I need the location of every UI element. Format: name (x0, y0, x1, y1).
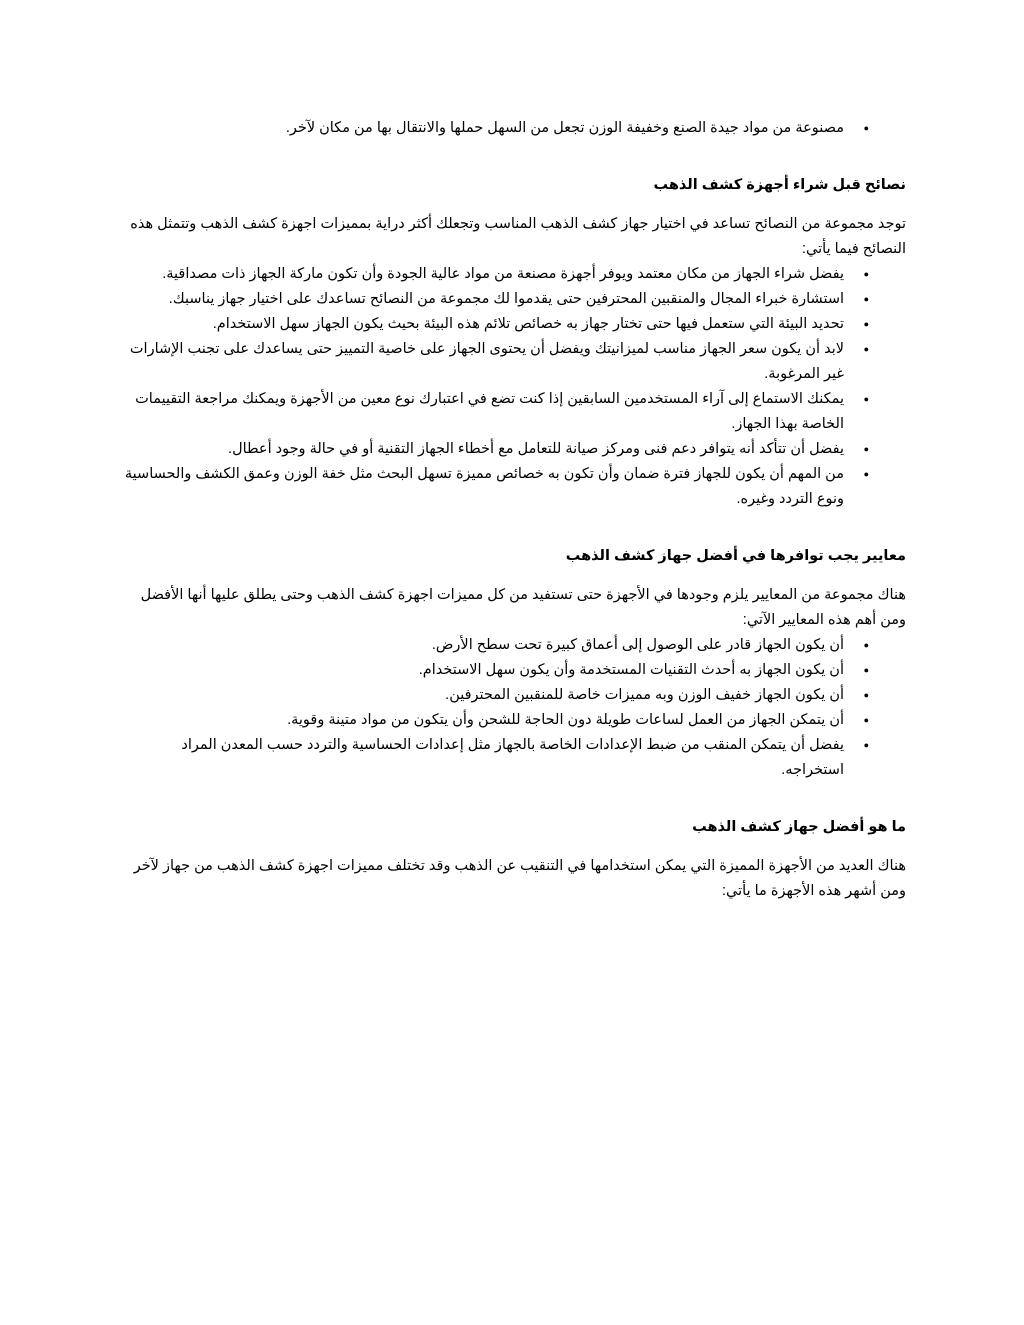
section-heading-best-device: ما هو أفضل جهاز كشف الذهب (692, 819, 906, 835)
list-item: ● يفضل أن يتمكن المنقب من ضبط الإعدادات الخاصة بالجهاز مثل إعدادات الحساسية والتردد حسب المعدن المراد استخراجه. (118, 733, 906, 783)
list-item: ● أن يكون الجهاز قادر على الوصول إلى أعماق كبيرة تحت سطح الأرض. (118, 633, 906, 658)
list-item: ● أن يكون الجهاز به أحدث التقنيات المستخدمة وأن يكون سهل الاستخدام. (118, 658, 906, 683)
section-paragraph-criteria: هناك مجموعة من المعايير يلزم وجودها في الأجهزة حتى تستفيد من كل مميزات اجهزة كشف الذهب وحتى يطلق عليها أنها الأفضل ومن أهم هذه المعايير الآتي: (140, 587, 906, 628)
list-item: ● مصنوعة من مواد جيدة الصنع وخفيفة الوزن تجعل من السهل حملها والانتقال بها من مكان لآخر. (118, 116, 906, 141)
list-item: ● استشارة خبراء المجال والمنقبين المحترفين حتى يقدموا لك مجموعة من النصائح تساعدك على اختيار جهاز يناسبك. (118, 287, 906, 312)
criteria-list (118, 633, 906, 783)
section-paragraph-best-device: هناك العديد من الأجهزة المميزة التي يمكن استخدامها في التنقيب عن الذهب وقد تختلف مميزات اجهزة كشف الذهب من جهاز لآخر ومن أشهر هذه الأجهزة ما يأتي: (133, 858, 906, 899)
list-item: ● يمكنك الاستماع إلى آراء المستخدمين السابقين إذا كنت تضع في اعتبارك نوع معين من الأجهزة ويمكنك مراجعة التقييمات الخاصة بهذا الجهاز. (118, 387, 906, 437)
buying-tips-list (118, 262, 906, 512)
list-item: ● يفضل أن تتأكد أنه يتوافر دعم فنى ومركز صيانة للتعامل مع أخطاء الجهاز التقنية أو في حالة وجود أعطال. (118, 437, 906, 462)
section-heading-buying-tips: نصائح قبل شراء أجهزة كشف الذهب (653, 177, 906, 193)
section-paragraph-buying-tips: توجد مجموعة من النصائح تساعد في اختيار جهاز كشف الذهب المناسب وتجعلك أكثر دراية بمميزات اجهزة كشف الذهب وتتمثل هذه النصائح فيما يأتي: (130, 216, 906, 257)
list-item: ● أن يتمكن الجهاز من العمل لساعات طويلة دون الحاجة للشحن وأن يتكون من مواد متينة وقوية. (118, 708, 906, 733)
list-item: ● من المهم أن يكون للجهاز فترة ضمان وأن تكون به خصائص مميزة تسهل البحث مثل خفة الوزن وعمق الكشف والحساسية ونوع التردد وغيره. (118, 462, 906, 512)
list-item: ● أن يكون الجهاز خفيف الوزن وبه مميزات خاصة للمنقبين المحترفين. (118, 683, 906, 708)
list-item: ● يفضل شراء الجهاز من مكان معتمد ويوفر أجهزة مصنعة من مواد عالية الجودة وأن تكون ماركة الجهاز ذات مصداقية. (118, 262, 906, 287)
list-item: ● لابد أن يكون سعر الجهاز مناسب لميزانيتك ويفضل أن يحتوى الجهاز على خاصية التمييز حتى يساعدك على تجنب الإشارات غير المرغوبة. (118, 337, 906, 387)
intro-list (118, 116, 906, 141)
section-heading-criteria: معايير يجب توافرها في أفضل جهاز كشف الذهب (565, 548, 906, 564)
list-item: ● تحديد البيئة التي ستعمل فيها حتى تختار جهاز به خصائص تلائم هذه البيئة بحيث يكون الجهاز سهل الاستخدام. (118, 312, 906, 337)
document-page (118, 116, 906, 904)
